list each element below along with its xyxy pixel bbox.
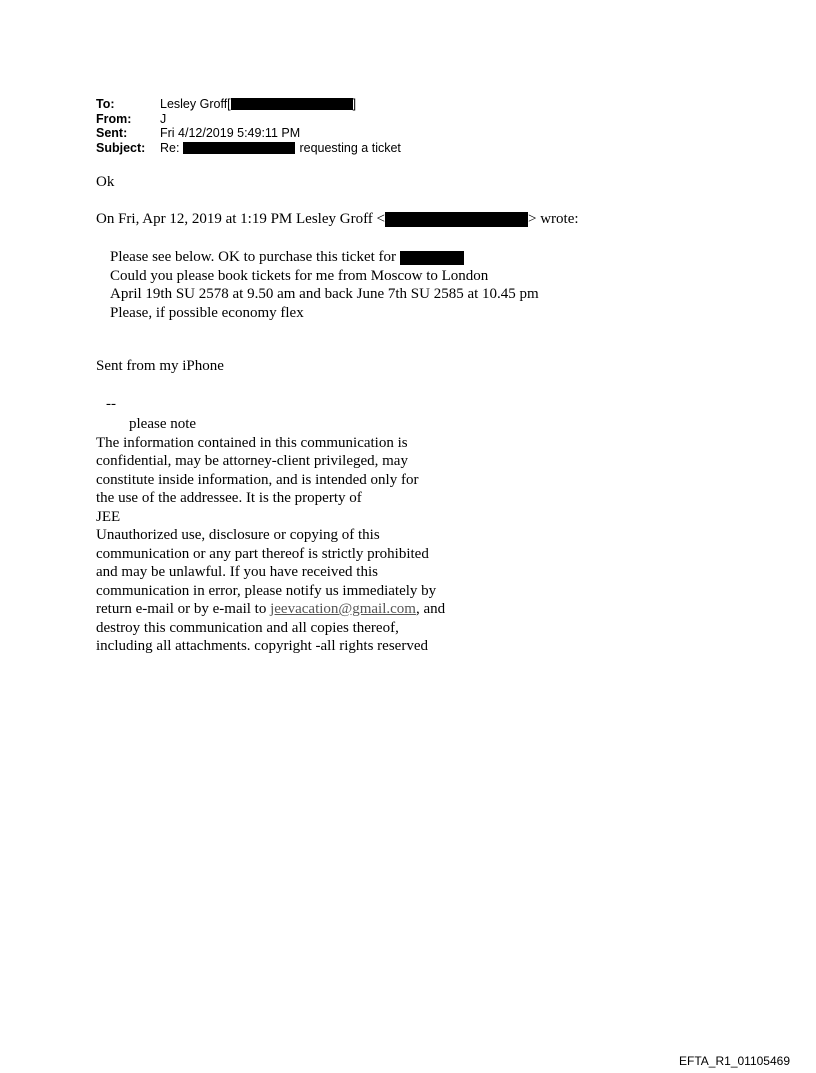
- from-value: J: [160, 111, 167, 126]
- disclaimer-note: please note: [129, 416, 197, 432]
- disclaimer-line: The information contained in this communication is: [96, 434, 408, 451]
- subject-prefix: Re:: [160, 140, 180, 155]
- to-label: To:: [96, 97, 115, 111]
- to-row: [96, 97, 401, 112]
- document-id: EFTA_R1_01105469: [679, 1054, 790, 1068]
- disclaimer-line: communication in error, please notify us immediately by: [96, 582, 437, 599]
- from-row: [96, 112, 401, 127]
- disclaimer-line: the use of the addressee. It is the property of: [96, 490, 362, 506]
- redaction-box: [231, 98, 353, 110]
- disclaimer-line: confidential, may be attorney-client privileged, may: [96, 453, 408, 469]
- email-link[interactable]: jeevacation@gmail.com: [270, 601, 416, 617]
- subject-row: [96, 141, 401, 156]
- to-close: ]: [352, 97, 357, 111]
- quoted-line-text: Please see below. OK to purchase this ticket for: [110, 249, 397, 265]
- disclaimer-line: constitute inside information, and is intended only for: [96, 471, 419, 488]
- quote-intro-suffix: > wrote:: [528, 211, 579, 227]
- disclaimer-line: Unauthorized use, disclosure or copying of this: [96, 527, 380, 543]
- email-suffix: , and: [415, 601, 446, 617]
- disclaimer-line: communication or any part thereof is strictly prohibited: [96, 545, 429, 562]
- quote-intro: [96, 211, 579, 228]
- sent-value: Fri 4/12/2019 5:49:11 PM: [160, 126, 301, 140]
- email-prefix: return e-mail or by e-mail to: [96, 601, 271, 617]
- disclaimer-email-line: [96, 600, 445, 619]
- subject-label: Subject:: [96, 140, 146, 155]
- quoted-line: Please, if possible economy flex: [110, 304, 304, 321]
- email-header: [96, 97, 401, 155]
- redaction-box: [183, 142, 295, 154]
- disclaimer-line: and may be unlawful. If you have received this: [96, 564, 378, 580]
- to-value: Lesley Groff[: [160, 97, 231, 111]
- subject-suffix: requesting a ticket: [299, 140, 401, 155]
- quoted-message: [110, 248, 539, 322]
- reply-text: Ok: [96, 174, 115, 190]
- sent-row: [96, 126, 401, 141]
- quoted-line: April 19th SU 2578 at 9.50 am and back June 7th SU 2585 at 10.45 pm: [110, 286, 539, 302]
- quote-intro-prefix: On Fri, Apr 12, 2019 at 1:19 PM Lesley Groff <: [96, 211, 385, 227]
- redaction-box: [400, 251, 464, 265]
- quoted-line: Could you please book tickets for me from Moscow to London: [110, 267, 489, 284]
- sent-label: Sent:: [96, 126, 128, 140]
- disclaimer-line: destroy this communication and all copies thereof,: [96, 619, 399, 636]
- disclaimer: [96, 415, 445, 656]
- signature: Sent from my iPhone: [96, 358, 224, 374]
- redaction-box: [385, 212, 528, 227]
- from-label: From:: [96, 111, 132, 126]
- disclaimer-line: JEE: [96, 508, 121, 525]
- quoted-line: [110, 248, 539, 267]
- disclaimer-line: including all attachments. copyright -all rights reserved: [96, 638, 428, 654]
- separator-dashes: --: [106, 396, 116, 412]
